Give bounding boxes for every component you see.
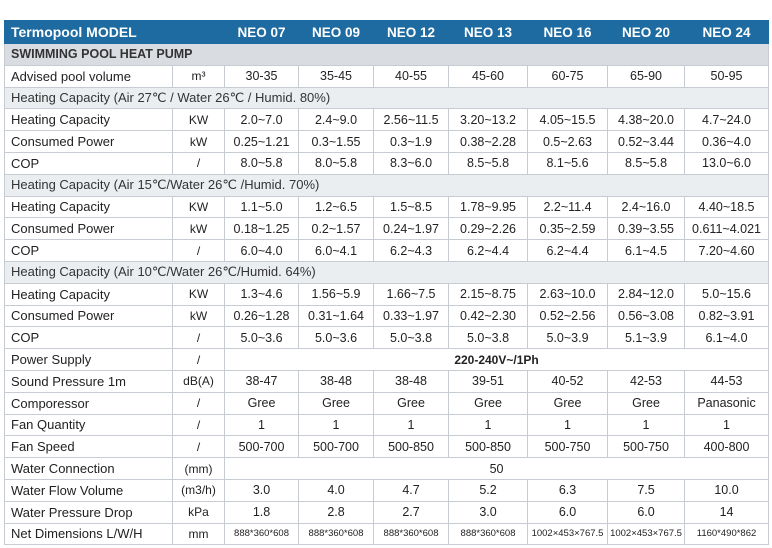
cell: 0.52~3.44 xyxy=(608,131,685,153)
cell: 0.5~2.63 xyxy=(528,131,608,153)
cell: 1 xyxy=(374,414,449,436)
table-title: Termopool MODEL xyxy=(5,21,225,44)
row-unit: KW xyxy=(173,196,225,218)
row-label: Power Supply xyxy=(5,349,173,371)
table-row xyxy=(5,479,769,501)
cell: 888*360*608 xyxy=(299,523,374,545)
cell: 1.3~4.6 xyxy=(225,283,299,305)
row-unit: kPa xyxy=(173,501,225,523)
row-label: Consumed Power xyxy=(5,131,173,153)
table-row xyxy=(5,392,769,414)
cell: 500-850 xyxy=(374,436,449,458)
row-label: COP xyxy=(5,327,173,349)
cell: 30-35 xyxy=(225,65,299,87)
cell: 1 xyxy=(299,414,374,436)
cell: 1 xyxy=(225,414,299,436)
cell: 1 xyxy=(608,414,685,436)
cell: Gree xyxy=(528,392,608,414)
cell: 5.2 xyxy=(449,479,528,501)
cell: 8.3~6.0 xyxy=(374,152,449,174)
model-header: NEO 13 xyxy=(449,21,528,44)
cell: 60-75 xyxy=(528,65,608,87)
cell: 0.29~2.26 xyxy=(449,218,528,240)
model-header: NEO 16 xyxy=(528,21,608,44)
cell: 1 xyxy=(685,414,769,436)
cell: 0.35~2.59 xyxy=(528,218,608,240)
merged-cell: 220-240V~/1Ph xyxy=(225,349,769,371)
cell: 6.2~4.4 xyxy=(528,240,608,262)
cell: 2.2~11.4 xyxy=(528,196,608,218)
row-unit: kW xyxy=(173,218,225,240)
cell: 4.40~18.5 xyxy=(685,196,769,218)
cell: 40-55 xyxy=(374,65,449,87)
row-unit: / xyxy=(173,152,225,174)
model-header: NEO 24 xyxy=(685,21,769,44)
cell: 0.18~1.25 xyxy=(225,218,299,240)
cell: 0.42~2.30 xyxy=(449,305,528,327)
cell: Gree xyxy=(449,392,528,414)
table-row xyxy=(5,283,769,305)
cell: 1.8 xyxy=(225,501,299,523)
section-title: Heating Capacity (Air 15℃/Water 26℃ /Humid. 70%) xyxy=(5,174,769,196)
cell: 8.0~5.8 xyxy=(299,152,374,174)
cell: 4.7 xyxy=(374,479,449,501)
table-row xyxy=(5,458,769,480)
row-unit: / xyxy=(173,327,225,349)
row-label: COP xyxy=(5,240,173,262)
cell: 2.8 xyxy=(299,501,374,523)
row-label: Consumed Power xyxy=(5,305,173,327)
cell: 3.20~13.2 xyxy=(449,109,528,131)
cell: 0.611~4.021 xyxy=(685,218,769,240)
cell: 35-45 xyxy=(299,65,374,87)
cell: 2.56~11.5 xyxy=(374,109,449,131)
cell: 44-53 xyxy=(685,370,769,392)
cell: 888*360*608 xyxy=(374,523,449,545)
cell: 2.0~7.0 xyxy=(225,109,299,131)
row-label: Consumed Power xyxy=(5,218,173,240)
cell: 50-95 xyxy=(685,65,769,87)
cell: 1.78~9.95 xyxy=(449,196,528,218)
table-row xyxy=(5,65,769,87)
cell: 8.5~5.8 xyxy=(449,152,528,174)
cell: 0.24~1.97 xyxy=(374,218,449,240)
row-unit: kW xyxy=(173,131,225,153)
cell: Gree xyxy=(299,392,374,414)
cell: 5.0~3.8 xyxy=(449,327,528,349)
cell: 1 xyxy=(528,414,608,436)
cell: 0.39~3.55 xyxy=(608,218,685,240)
cell: 2.63~10.0 xyxy=(528,283,608,305)
cell: 0.31~1.64 xyxy=(299,305,374,327)
cell: 6.0~4.0 xyxy=(225,240,299,262)
section-header xyxy=(5,87,769,109)
cell: 500-700 xyxy=(299,436,374,458)
row-unit: KW xyxy=(173,109,225,131)
row-label: Sound Pressure 1m xyxy=(5,370,173,392)
model-header: NEO 12 xyxy=(374,21,449,44)
cell: 14 xyxy=(685,501,769,523)
cell: 65-90 xyxy=(608,65,685,87)
cell: 6.2~4.3 xyxy=(374,240,449,262)
cell: 6.0 xyxy=(528,501,608,523)
cell: 5.0~3.6 xyxy=(299,327,374,349)
row-unit: KW xyxy=(173,283,225,305)
cell: 45-60 xyxy=(449,65,528,87)
row-unit: / xyxy=(173,436,225,458)
row-unit: kW xyxy=(173,305,225,327)
cell: 6.0 xyxy=(608,501,685,523)
cell: 0.2~1.57 xyxy=(299,218,374,240)
table-row xyxy=(5,152,769,174)
cell: 4.0 xyxy=(299,479,374,501)
table-row xyxy=(5,523,769,545)
section-title: Heating Capacity (Air 27℃ / Water 26℃ / Humid. 80%) xyxy=(5,87,769,109)
table-row xyxy=(5,414,769,436)
row-unit: / xyxy=(173,414,225,436)
cell: Gree xyxy=(374,392,449,414)
cell: Gree xyxy=(608,392,685,414)
table-row xyxy=(5,327,769,349)
cell: 1002×453×767.5 xyxy=(528,523,608,545)
cell: 2.7 xyxy=(374,501,449,523)
header-row xyxy=(5,21,769,44)
cell: 2.4~16.0 xyxy=(608,196,685,218)
spec-table xyxy=(4,20,769,545)
model-header: NEO 20 xyxy=(608,21,685,44)
cell: 0.3~1.55 xyxy=(299,131,374,153)
cell: 1.1~5.0 xyxy=(225,196,299,218)
row-label: Heating Capacity xyxy=(5,283,173,305)
table-row xyxy=(5,196,769,218)
cell: 38-47 xyxy=(225,370,299,392)
row-label: Heating Capacity xyxy=(5,109,173,131)
cell: 0.56~3.08 xyxy=(608,305,685,327)
cell: 2.4~9.0 xyxy=(299,109,374,131)
cell: 500-700 xyxy=(225,436,299,458)
cell: 0.33~1.97 xyxy=(374,305,449,327)
cell: 0.26~1.28 xyxy=(225,305,299,327)
cell: 39-51 xyxy=(449,370,528,392)
cell: 0.3~1.9 xyxy=(374,131,449,153)
row-label: COP xyxy=(5,152,173,174)
cell: 1002×453×767.5 xyxy=(608,523,685,545)
table-row xyxy=(5,218,769,240)
cell: 4.05~15.5 xyxy=(528,109,608,131)
cell: Gree xyxy=(225,392,299,414)
row-unit: / xyxy=(173,392,225,414)
cell: 1.2~6.5 xyxy=(299,196,374,218)
cell: 5.0~3.6 xyxy=(225,327,299,349)
cell: 6.2~4.4 xyxy=(449,240,528,262)
cell: 500-750 xyxy=(608,436,685,458)
cell: 40-52 xyxy=(528,370,608,392)
row-unit: / xyxy=(173,349,225,371)
cell: 1.5~8.5 xyxy=(374,196,449,218)
table-row xyxy=(5,370,769,392)
cell: 5.1~3.9 xyxy=(608,327,685,349)
model-header: NEO 07 xyxy=(225,21,299,44)
cell: 0.36~4.0 xyxy=(685,131,769,153)
cell: 400-800 xyxy=(685,436,769,458)
row-label: Heating Capacity xyxy=(5,196,173,218)
cell: Panasonic xyxy=(685,392,769,414)
cell: 3.0 xyxy=(225,479,299,501)
table-row xyxy=(5,305,769,327)
cell: 4.38~20.0 xyxy=(608,109,685,131)
cell: 500-750 xyxy=(528,436,608,458)
cell: 5.0~3.8 xyxy=(374,327,449,349)
table-row xyxy=(5,131,769,153)
row-label: Fan Quantity xyxy=(5,414,173,436)
cell: 0.38~2.28 xyxy=(449,131,528,153)
cell: 13.0~6.0 xyxy=(685,152,769,174)
cell: 4.7~24.0 xyxy=(685,109,769,131)
row-label: Fan Speed xyxy=(5,436,173,458)
row-label: Water Pressure Drop xyxy=(5,501,173,523)
cell: 0.25~1.21 xyxy=(225,131,299,153)
row-unit: / xyxy=(173,240,225,262)
row-label: Net Dimensions L/W/H xyxy=(5,523,173,545)
table-row xyxy=(5,349,769,371)
model-header: NEO 09 xyxy=(299,21,374,44)
cell: 0.52~2.56 xyxy=(528,305,608,327)
cell: 8.1~5.6 xyxy=(528,152,608,174)
cell: 0.82~3.91 xyxy=(685,305,769,327)
section-title: Heating Capacity (Air 10℃/Water 26℃/Humid. 64%) xyxy=(5,261,769,283)
cell: 38-48 xyxy=(374,370,449,392)
cell: 1160*490*862 xyxy=(685,523,769,545)
cell: 1.56~5.9 xyxy=(299,283,374,305)
row-label: Water Flow Volume xyxy=(5,479,173,501)
cell: 10.0 xyxy=(685,479,769,501)
cell: 888*360*608 xyxy=(449,523,528,545)
cell: 8.0~5.8 xyxy=(225,152,299,174)
cell: 500-850 xyxy=(449,436,528,458)
row-unit: (mm) xyxy=(173,458,225,480)
row-label: Water Connection xyxy=(5,458,173,480)
row-unit: m³ xyxy=(173,65,225,87)
row-unit: mm xyxy=(173,523,225,545)
cell: 2.15~8.75 xyxy=(449,283,528,305)
cell: 6.1~4.0 xyxy=(685,327,769,349)
row-label: Advised pool volume xyxy=(5,65,173,87)
cell: 38-48 xyxy=(299,370,374,392)
table-row xyxy=(5,501,769,523)
cell: 7.5 xyxy=(608,479,685,501)
cell: 3.0 xyxy=(449,501,528,523)
row-unit: dB(A) xyxy=(173,370,225,392)
cell: 42-53 xyxy=(608,370,685,392)
cell: 5.0~3.9 xyxy=(528,327,608,349)
banner-row xyxy=(5,44,769,66)
cell: 2.84~12.0 xyxy=(608,283,685,305)
row-label: Comporessor xyxy=(5,392,173,414)
cell: 1.66~7.5 xyxy=(374,283,449,305)
cell: 6.3 xyxy=(528,479,608,501)
table-row xyxy=(5,109,769,131)
cell: 888*360*608 xyxy=(225,523,299,545)
table-row xyxy=(5,240,769,262)
table-row xyxy=(5,436,769,458)
cell: 6.0~4.1 xyxy=(299,240,374,262)
banner-title: SWIMMING POOL HEAT PUMP xyxy=(5,44,769,66)
row-unit: (m3/h) xyxy=(173,479,225,501)
cell: 6.1~4.5 xyxy=(608,240,685,262)
cell: 5.0~15.6 xyxy=(685,283,769,305)
cell: 7.20~4.60 xyxy=(685,240,769,262)
merged-cell: 50 xyxy=(225,458,769,480)
cell: 1 xyxy=(449,414,528,436)
section-header xyxy=(5,174,769,196)
cell: 8.5~5.8 xyxy=(608,152,685,174)
section-header xyxy=(5,261,769,283)
